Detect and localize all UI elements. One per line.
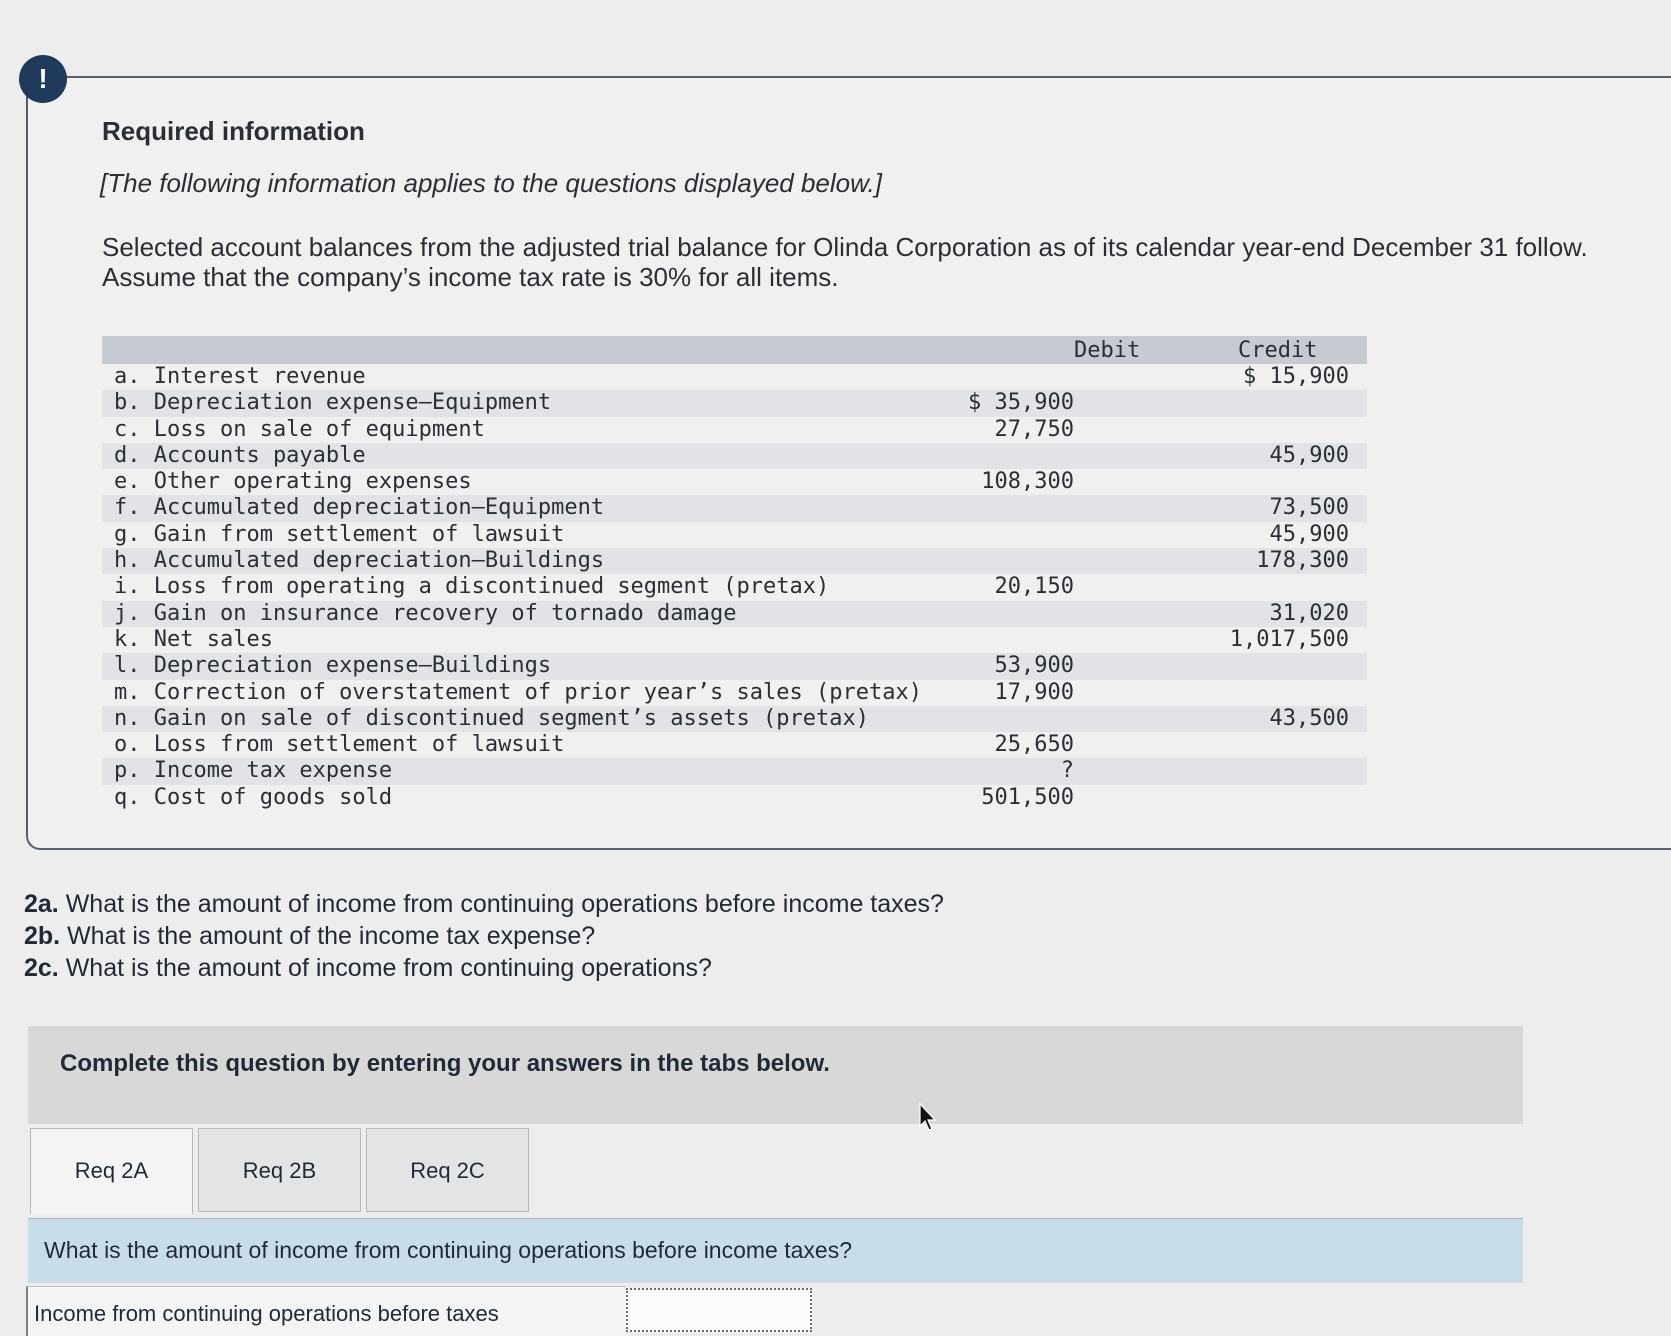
tab-req-2a[interactable]: Req 2A xyxy=(30,1128,193,1214)
table-row xyxy=(102,758,1367,784)
account-name: d. Accounts payable xyxy=(114,442,366,468)
table-row xyxy=(102,601,1367,627)
debit-value: 501,500 xyxy=(981,784,1074,810)
debit-value: 53,900 xyxy=(994,653,1074,679)
debit-value: 27,750 xyxy=(994,416,1074,442)
account-name: e. Other operating expenses xyxy=(114,469,472,495)
required-info-note: [The following information applies to the questions displayed below.] xyxy=(100,168,882,198)
table-row xyxy=(102,653,1367,679)
table-row xyxy=(102,364,1367,390)
account-name: b. Depreciation expense—Equipment xyxy=(114,390,552,416)
questions-list xyxy=(24,888,944,984)
account-name: k. Net sales xyxy=(114,626,273,652)
current-question-bar xyxy=(28,1218,1523,1283)
debit-value: 20,150 xyxy=(994,574,1074,600)
table-row xyxy=(102,627,1367,653)
debit-value: $ 35,900 xyxy=(968,390,1074,416)
current-question-text: What is the amount of income from continuing operations before income taxes? xyxy=(44,1237,852,1263)
table-row xyxy=(102,469,1367,495)
question-2b: 2b. What is the amount of the income tax expense? xyxy=(24,922,596,950)
credit-header: Credit xyxy=(1238,338,1318,363)
debit-value: 25,650 xyxy=(994,732,1074,758)
instructions-banner xyxy=(28,1026,1523,1124)
income-before-taxes-input[interactable] xyxy=(626,1288,812,1332)
tab-req-2c[interactable]: Req 2C xyxy=(366,1128,529,1212)
debit-value: 108,300 xyxy=(981,469,1074,495)
account-name: h. Accumulated depreciation—Buildings xyxy=(114,548,605,574)
credit-value: 45,900 xyxy=(1269,442,1349,468)
credit-value: 73,500 xyxy=(1269,495,1349,521)
account-name: m. Correction of overstatement of prior year’s sales (pretax) xyxy=(114,679,922,705)
debit-value: 17,900 xyxy=(994,679,1074,705)
account-name: g. Gain from settlement of lawsuit xyxy=(114,521,565,547)
table-row xyxy=(102,522,1367,548)
credit-value: 31,020 xyxy=(1269,600,1349,626)
table-row xyxy=(102,706,1367,732)
intro-text: Selected account balances from the adjusted trial balance for Olinda Corporation as of its calendar year-end December 31 follow. Assume that the company’s income tax rate is 30% for all items. xyxy=(102,232,1588,292)
alert-icon: ! xyxy=(19,55,67,103)
required-info-title: Required information xyxy=(102,116,365,146)
account-name: n. Gain on sale of discontinued segment’s assets (pretax) xyxy=(114,705,869,731)
table-row xyxy=(102,390,1367,416)
account-name: i. Loss from operating a discontinued segment (pretax) xyxy=(114,574,830,600)
answer-row xyxy=(26,1286,1526,1336)
question-2c: 2c. What is the amount of income from continuing operations? xyxy=(24,954,712,982)
tab-req-2b[interactable]: Req 2B xyxy=(198,1128,361,1212)
credit-value: $ 15,900 xyxy=(1243,364,1349,389)
mouse-cursor-icon xyxy=(918,1102,938,1132)
table-row xyxy=(102,785,1367,811)
table-row xyxy=(102,495,1367,521)
account-name: p. Income tax expense xyxy=(114,758,393,784)
table-row xyxy=(102,732,1367,758)
account-name: f. Accumulated depreciation—Equipment xyxy=(114,495,605,521)
table-row xyxy=(102,574,1367,600)
instructions-text: Complete this question by entering your answers in the tabs below. xyxy=(60,1050,830,1077)
credit-value: 178,300 xyxy=(1256,548,1349,574)
account-name: a. Interest revenue xyxy=(114,364,366,389)
table-header xyxy=(102,336,1367,364)
credit-value: 43,500 xyxy=(1269,705,1349,731)
account-name: o. Loss from settlement of lawsuit xyxy=(114,732,565,758)
credit-value: 45,900 xyxy=(1269,521,1349,547)
debit-header: Debit xyxy=(1074,338,1141,363)
account-name: q. Cost of goods sold xyxy=(114,784,393,810)
table-row xyxy=(102,417,1367,443)
account-name: l. Depreciation expense—Buildings xyxy=(114,653,552,679)
account-name: j. Gain on insurance recovery of tornado damage xyxy=(114,600,737,626)
table-row xyxy=(102,548,1367,574)
account-name: c. Loss on sale of equipment xyxy=(114,416,485,442)
debit-value: ? xyxy=(1060,758,1074,784)
table-row xyxy=(102,443,1367,469)
account-balances-table xyxy=(102,336,1367,811)
credit-value: 1,017,500 xyxy=(1229,626,1349,652)
question-2a: 2a. What is the amount of income from continuing operations before income taxes? xyxy=(24,890,944,918)
table-row xyxy=(102,680,1367,706)
answer-label: Income from continuing operations before taxes xyxy=(26,1286,626,1336)
